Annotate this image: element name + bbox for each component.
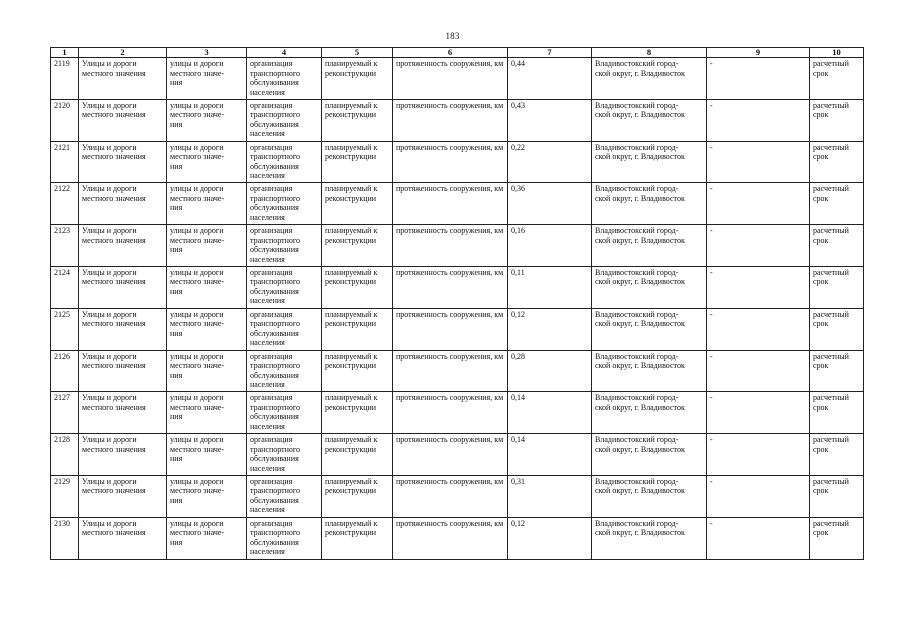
- zone-characteristic: -: [707, 434, 810, 476]
- characteristic-value: 0,14: [508, 392, 592, 434]
- object-status: планируемый к реконструкции: [322, 517, 393, 559]
- characteristic-value: 0,43: [508, 99, 592, 141]
- table-row: [51, 266, 864, 308]
- row-number: 2121: [51, 141, 79, 183]
- object-location: Владивостокский город- ской округ, г. Владивосток: [592, 475, 707, 517]
- object-purpose: организация транспортного обслуживания населения: [247, 141, 322, 183]
- object-name: Улицы и дороги местного значения: [79, 58, 167, 100]
- row-number: 2128: [51, 434, 79, 476]
- zone-characteristic: -: [707, 99, 810, 141]
- object-type: улицы и дороги местного значе- ния: [167, 99, 247, 141]
- column-header: 7: [508, 48, 592, 58]
- characteristic-name: протяженность сооружения, км: [393, 308, 508, 350]
- object-purpose: организация транспортного обслуживания населения: [247, 266, 322, 308]
- characteristic-name: протяженность сооружения, км: [393, 99, 508, 141]
- characteristic-name: протяженность сооружения, км: [393, 141, 508, 183]
- column-header: 3: [167, 48, 247, 58]
- zone-characteristic: -: [707, 58, 810, 100]
- table-row: [51, 392, 864, 434]
- object-location: Владивостокский город- ской округ, г. Владивосток: [592, 434, 707, 476]
- characteristic-name: протяженность сооружения, км: [393, 475, 508, 517]
- characteristic-value: 0,28: [508, 350, 592, 392]
- object-status: планируемый к реконструкции: [322, 308, 393, 350]
- object-location: Владивостокский город- ской округ, г. Владивосток: [592, 308, 707, 350]
- zone-characteristic: -: [707, 392, 810, 434]
- zone-characteristic: -: [707, 141, 810, 183]
- table-body: [51, 58, 864, 560]
- object-type: улицы и дороги местного значе- ния: [167, 225, 247, 267]
- object-status: планируемый к реконструкции: [322, 183, 393, 225]
- object-status: планируемый к реконструкции: [322, 434, 393, 476]
- characteristic-value: 0,11: [508, 266, 592, 308]
- row-number: 2123: [51, 225, 79, 267]
- table-row: [51, 141, 864, 183]
- object-location: Владивостокский город- ской округ, г. Владивосток: [592, 517, 707, 559]
- object-location: Владивостокский город- ской округ, г. Владивосток: [592, 225, 707, 267]
- characteristic-name: протяженность сооружения, км: [393, 183, 508, 225]
- characteristic-value: 0,12: [508, 308, 592, 350]
- characteristic-value: 0,36: [508, 183, 592, 225]
- object-purpose: организация транспортного обслуживания населения: [247, 517, 322, 559]
- object-location: Владивостокский город- ской округ, г. Владивосток: [592, 58, 707, 100]
- implementation-term: расчетный срок: [810, 517, 864, 559]
- characteristic-value: 0,44: [508, 58, 592, 100]
- implementation-term: расчетный срок: [810, 434, 864, 476]
- object-location: Владивостокский город- ской округ, г. Владивосток: [592, 266, 707, 308]
- object-name: Улицы и дороги местного значения: [79, 350, 167, 392]
- column-header: 1: [51, 48, 79, 58]
- object-name: Улицы и дороги местного значения: [79, 517, 167, 559]
- characteristic-name: протяженность сооружения, км: [393, 434, 508, 476]
- object-status: планируемый к реконструкции: [322, 350, 393, 392]
- object-name: Улицы и дороги местного значения: [79, 266, 167, 308]
- object-purpose: организация транспортного обслуживания населения: [247, 99, 322, 141]
- row-number: 2125: [51, 308, 79, 350]
- table-row: [51, 475, 864, 517]
- row-number: 2127: [51, 392, 79, 434]
- object-type: улицы и дороги местного значе- ния: [167, 308, 247, 350]
- column-header: 4: [247, 48, 322, 58]
- table-row: [51, 183, 864, 225]
- column-header: 8: [592, 48, 707, 58]
- implementation-term: расчетный срок: [810, 475, 864, 517]
- object-status: планируемый к реконструкции: [322, 141, 393, 183]
- object-name: Улицы и дороги местного значения: [79, 183, 167, 225]
- object-type: улицы и дороги местного значе- ния: [167, 183, 247, 225]
- object-type: улицы и дороги местного значе- ния: [167, 350, 247, 392]
- zone-characteristic: -: [707, 225, 810, 267]
- register-table: [50, 47, 864, 560]
- object-location: Владивостокский город- ской округ, г. Владивосток: [592, 141, 707, 183]
- characteristic-name: протяженность сооружения, км: [393, 225, 508, 267]
- object-status: планируемый к реконструкции: [322, 225, 393, 267]
- zone-characteristic: -: [707, 266, 810, 308]
- zone-characteristic: -: [707, 517, 810, 559]
- row-number: 2124: [51, 266, 79, 308]
- characteristic-value: 0,16: [508, 225, 592, 267]
- characteristic-name: протяженность сооружения, км: [393, 350, 508, 392]
- object-location: Владивостокский город- ской округ, г. Владивосток: [592, 183, 707, 225]
- object-name: Улицы и дороги местного значения: [79, 225, 167, 267]
- column-header: 2: [79, 48, 167, 58]
- implementation-term: расчетный срок: [810, 183, 864, 225]
- object-location: Владивостокский город- ской округ, г. Владивосток: [592, 99, 707, 141]
- row-number: 2126: [51, 350, 79, 392]
- column-header: 10: [810, 48, 864, 58]
- characteristic-value: 0,22: [508, 141, 592, 183]
- object-type: улицы и дороги местного значе- ния: [167, 266, 247, 308]
- object-status: планируемый к реконструкции: [322, 266, 393, 308]
- object-type: улицы и дороги местного значе- ния: [167, 517, 247, 559]
- implementation-term: расчетный срок: [810, 266, 864, 308]
- table-row: [51, 99, 864, 141]
- row-number: 2129: [51, 475, 79, 517]
- table-row: [51, 225, 864, 267]
- implementation-term: расчетный срок: [810, 99, 864, 141]
- header-row: [51, 48, 864, 58]
- column-header: 6: [393, 48, 508, 58]
- object-location: Владивостокский город- ской округ, г. Владивосток: [592, 350, 707, 392]
- page-number: 183: [445, 31, 460, 41]
- object-type: улицы и дороги местного значе- ния: [167, 141, 247, 183]
- object-name: Улицы и дороги местного значения: [79, 475, 167, 517]
- object-name: Улицы и дороги местного значения: [79, 308, 167, 350]
- object-type: улицы и дороги местного значе- ния: [167, 58, 247, 100]
- row-number: 2120: [51, 99, 79, 141]
- object-purpose: организация транспортного обслуживания населения: [247, 350, 322, 392]
- object-name: Улицы и дороги местного значения: [79, 392, 167, 434]
- object-status: планируемый к реконструкции: [322, 58, 393, 100]
- zone-characteristic: -: [707, 475, 810, 517]
- object-name: Улицы и дороги местного значения: [79, 434, 167, 476]
- characteristic-value: 0,31: [508, 475, 592, 517]
- object-purpose: организация транспортного обслуживания населения: [247, 434, 322, 476]
- characteristic-value: 0,14: [508, 434, 592, 476]
- characteristic-name: протяженность сооружения, км: [393, 392, 508, 434]
- object-status: планируемый к реконструкции: [322, 392, 393, 434]
- object-name: Улицы и дороги местного значения: [79, 99, 167, 141]
- table-row: [51, 350, 864, 392]
- object-type: улицы и дороги местного значе- ния: [167, 475, 247, 517]
- object-purpose: организация транспортного обслуживания населения: [247, 475, 322, 517]
- implementation-term: расчетный срок: [810, 141, 864, 183]
- implementation-term: расчетный срок: [810, 350, 864, 392]
- implementation-term: расчетный срок: [810, 308, 864, 350]
- characteristic-name: протяженность сооружения, км: [393, 58, 508, 100]
- characteristic-name: протяженность сооружения, км: [393, 266, 508, 308]
- table-row: [51, 517, 864, 559]
- zone-characteristic: -: [707, 308, 810, 350]
- row-number: 2119: [51, 58, 79, 100]
- object-status: планируемый к реконструкции: [322, 475, 393, 517]
- object-status: планируемый к реконструкции: [322, 99, 393, 141]
- object-location: Владивостокский город- ской округ, г. Владивосток: [592, 392, 707, 434]
- table-row: [51, 58, 864, 100]
- row-number: 2130: [51, 517, 79, 559]
- row-number: 2122: [51, 183, 79, 225]
- object-type: улицы и дороги местного значе- ния: [167, 392, 247, 434]
- object-type: улицы и дороги местного значе- ния: [167, 434, 247, 476]
- object-purpose: организация транспортного обслуживания населения: [247, 392, 322, 434]
- implementation-term: расчетный срок: [810, 58, 864, 100]
- characteristic-name: протяженность сооружения, км: [393, 517, 508, 559]
- column-header: 9: [707, 48, 810, 58]
- object-name: Улицы и дороги местного значения: [79, 141, 167, 183]
- zone-characteristic: -: [707, 183, 810, 225]
- object-purpose: организация транспортного обслуживания населения: [247, 58, 322, 100]
- characteristic-value: 0,12: [508, 517, 592, 559]
- table-row: [51, 308, 864, 350]
- object-purpose: организация транспортного обслуживания населения: [247, 183, 322, 225]
- implementation-term: расчетный срок: [810, 225, 864, 267]
- object-purpose: организация транспортного обслуживания населения: [247, 225, 322, 267]
- object-purpose: организация транспортного обслуживания населения: [247, 308, 322, 350]
- implementation-term: расчетный срок: [810, 392, 864, 434]
- table-row: [51, 434, 864, 476]
- column-header: 5: [322, 48, 393, 58]
- zone-characteristic: -: [707, 350, 810, 392]
